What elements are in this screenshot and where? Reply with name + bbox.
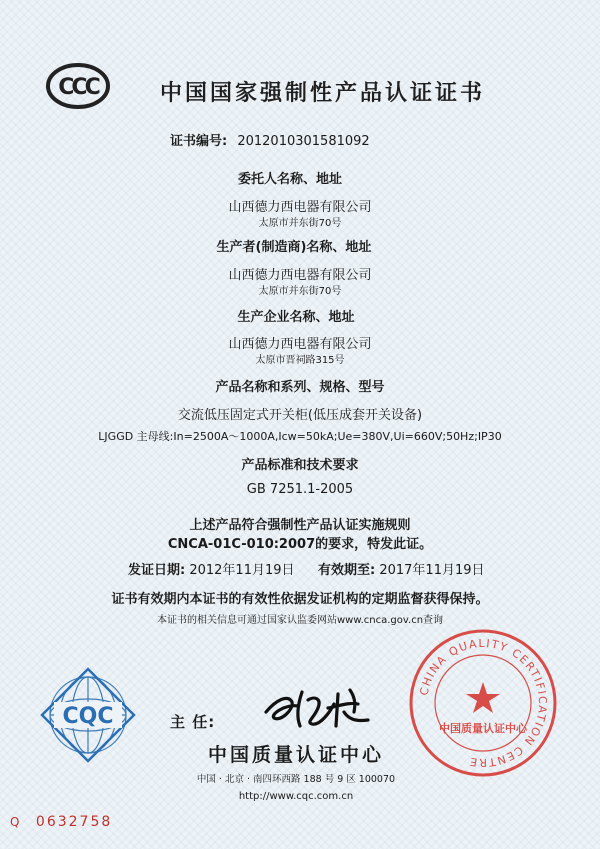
svg-text:CCC: CCC xyxy=(58,75,98,100)
manufacturer-address: 太原市并东街70号 xyxy=(258,286,342,297)
issue-date-value: 2012年11月19日 xyxy=(189,563,295,578)
product-heading: 产品名称和系列、规格、型号 xyxy=(215,380,385,395)
certificate-number xyxy=(170,130,370,149)
validity-note: 证书有效期内本证书的有效性依据发证机构的定期监督获得保持。 xyxy=(111,592,489,607)
issuer-website: http://www.cqc.com.cn xyxy=(238,791,354,802)
standard-value: GB 7251.1-2005 xyxy=(246,482,354,497)
applicant-name: 山西德力西电器有限公司 xyxy=(228,200,372,215)
official-stamp xyxy=(408,628,558,778)
info-note: 本证书的相关信息可通过国家认监委网站www.cnca.gov.cn查询 xyxy=(156,615,444,626)
product-name: 交流低压固定式开关柜(低压成套开关设备) xyxy=(177,408,423,423)
factory-name: 山西德力西电器有限公司 xyxy=(228,337,372,352)
factory-heading: 生产企业名称、地址 xyxy=(237,310,355,325)
manufacturer-heading: 生产者(制造商)名称、地址 xyxy=(216,240,372,255)
serial-prefix: Q xyxy=(10,815,22,829)
manufacturer-name: 山西德力西电器有限公司 xyxy=(228,268,372,283)
cqc-logo xyxy=(38,665,138,765)
issuer-address: 中国 · 北京 · 南四环西路 188 号 9 区 100070 xyxy=(196,774,396,785)
ccc-logo xyxy=(46,63,110,109)
certificate-number-value: 2012010301581092 xyxy=(237,134,370,149)
serial-value: 0632758 xyxy=(35,814,113,830)
issue-date-label: 发证日期: xyxy=(128,563,186,578)
director-label: 主 任: xyxy=(170,713,216,731)
certificate-number-label: 证书编号: xyxy=(170,134,228,149)
stamp-ring-text: CHINA QUALITY CERTIFICATION CENTRE xyxy=(417,636,550,770)
conformity-line-1: 上述产品符合强制性产品认证实施规则 xyxy=(189,518,411,533)
stamp-center-text: 中国质量认证中心 xyxy=(439,722,527,735)
issuer-org-name: 中国质量认证中心 xyxy=(207,744,384,766)
product-spec: LJGGD 主母线:In=2500A～1000A,Icw=50kA;Ue=380V,Ui=660V;50Hz;IP30 xyxy=(98,430,502,443)
director-signature xyxy=(258,682,378,732)
factory-address: 太原市晋祠路315号 xyxy=(255,355,345,366)
expiry-date-label: 有效期至: xyxy=(318,563,376,578)
applicant-heading: 委托人名称、地址 xyxy=(237,172,342,187)
standard-heading: 产品标准和技术要求 xyxy=(241,458,359,473)
serial-number xyxy=(10,814,112,830)
applicant-address: 太原市并东街70号 xyxy=(258,218,342,229)
expiry-date-value: 2017年11月19日 xyxy=(379,563,485,578)
page-title: 中国国家强制性产品认证证书 xyxy=(160,81,486,106)
conformity-line-2: CNCA-01C-010:2007的要求，特发此证。 xyxy=(167,537,433,552)
expiry-date xyxy=(318,559,485,578)
issue-date xyxy=(128,559,295,578)
svg-text:CQC: CQC xyxy=(62,704,114,729)
